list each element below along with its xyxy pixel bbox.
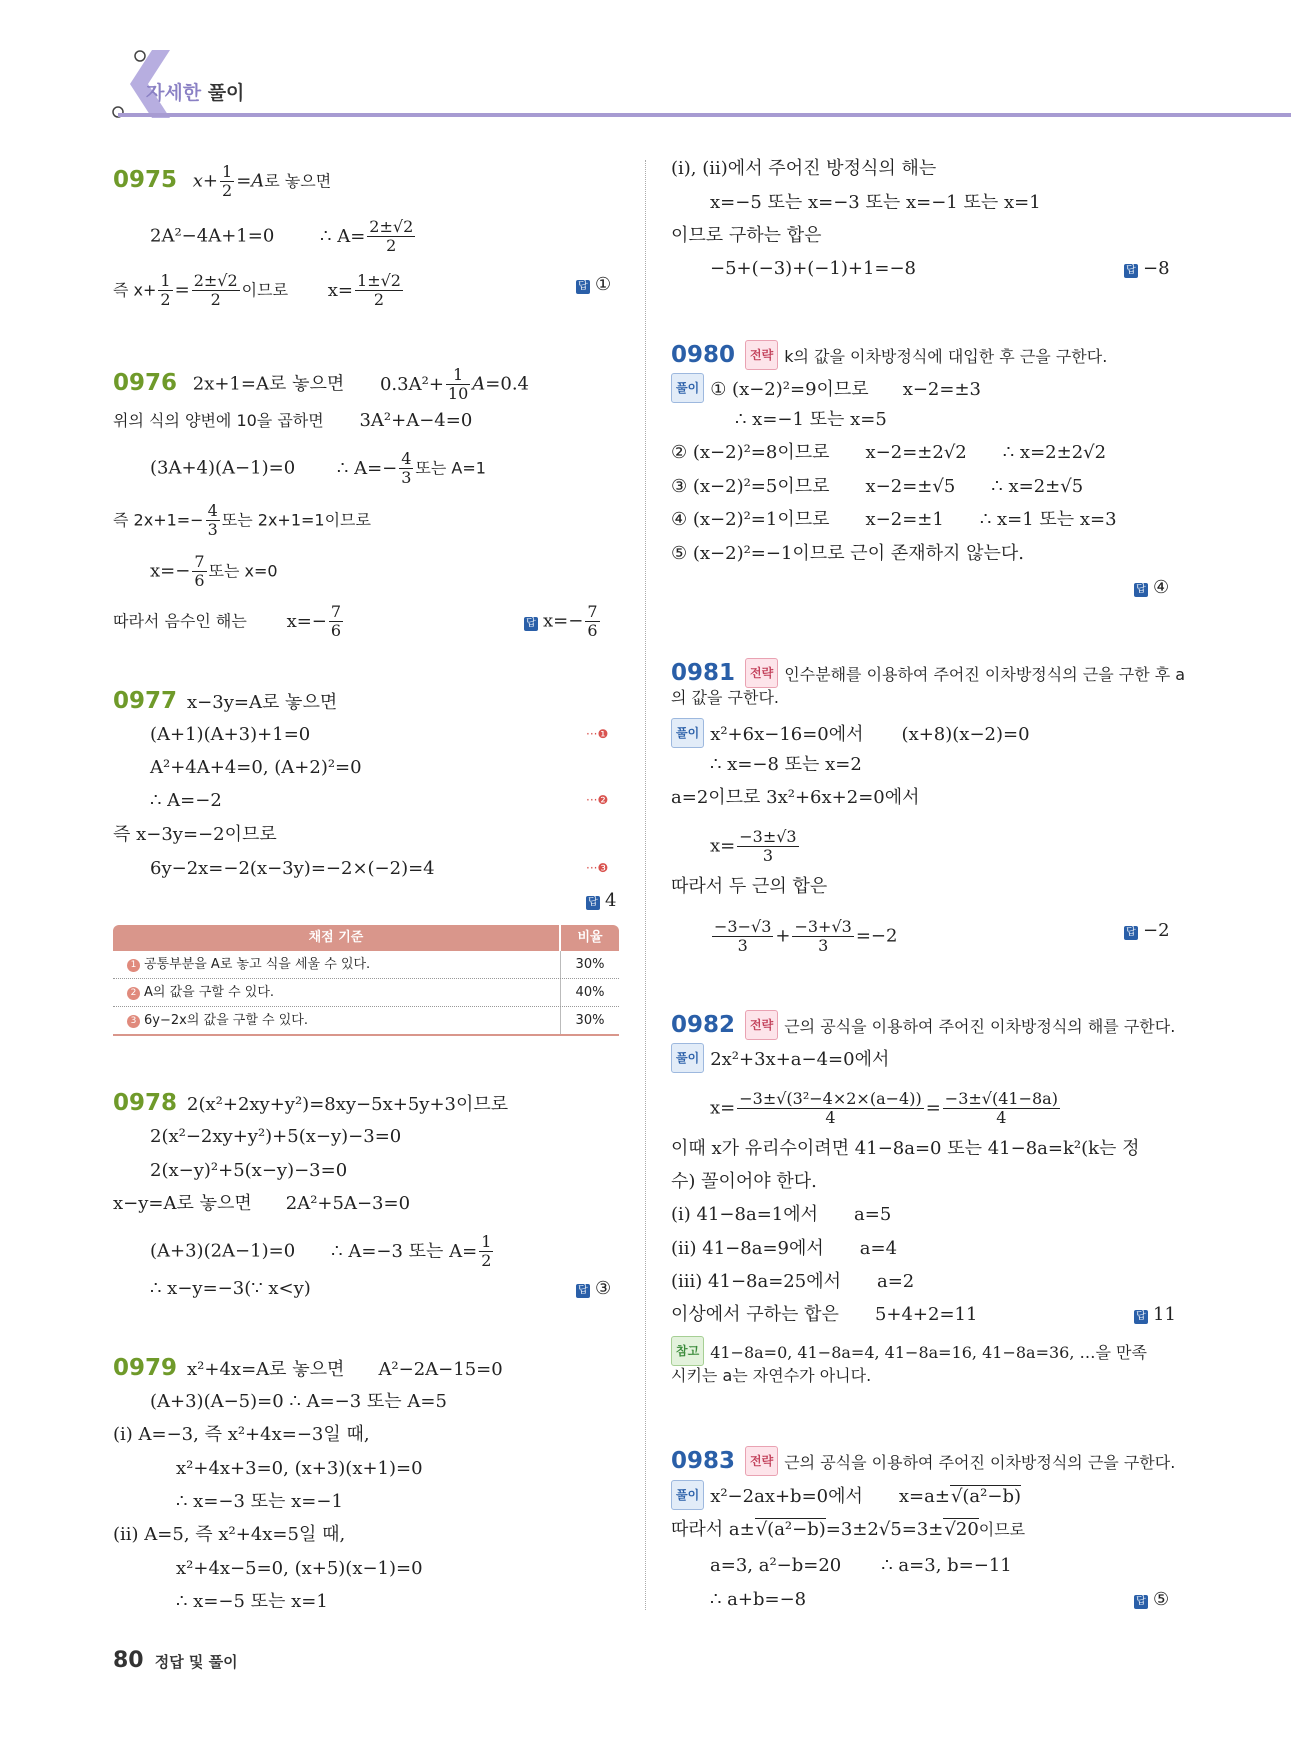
header-title-b: 풀이 [207, 82, 245, 104]
p0976-line2: 위의 식의 양변에 10을 곱하면 3A²+A−4=0 [113, 410, 473, 431]
column-divider [645, 160, 646, 1610]
p0978-line3: 2(x−y)²+5(x−y)−3=0 [150, 1160, 348, 1181]
p0982-line0: 0982 전략 근의 공식을 이용하여 주어진 이차방정식의 해를 구한다. [671, 1012, 1176, 1038]
p0983-line2: 따라서 a±√(a²−b)=3±2√5=3±√20이므로 [671, 1519, 1026, 1540]
p0975-answer: 답 ① [576, 272, 611, 298]
header-rule [118, 113, 1291, 117]
p0980-line6: ⑤ (x−2)²=−1이므로 근이 존재하지 않는다. [671, 543, 1024, 564]
p0976-line3: (3A+4)(A−1)=0 ∴ A=− $\frac{4}{3}$ 또는 A=1 [150, 449, 486, 487]
step-marker-1: ···❶ [586, 727, 609, 741]
p0978-line6: ∴ x−y=−3(∵ x<y) [150, 1278, 311, 1299]
header-title-a: 자세한 [146, 82, 202, 104]
c0979-line2: x=−5 또는 x=−3 또는 x=−1 또는 x=1 [710, 192, 1041, 213]
p0978-line2: 2(x²−2xy+y²)+5(x−y)−3=0 [150, 1126, 402, 1147]
p0978-line4: x−y=A로 놓으면 2A²+5A−3=0 [113, 1193, 411, 1214]
p0979-line7: x²+4x−5=0, (x+5)(x−1)=0 [176, 1558, 423, 1579]
table-header: 채점 기준 비율 [113, 925, 619, 951]
p0977-line3: A²+4A+4=0, (A+2)²=0 [150, 757, 362, 778]
p0981-line4: x= $\frac{-3\pm√3}{3}$ [710, 827, 797, 865]
p0982-line1: 풀이 2x²+3x+a−4=0에서 [671, 1043, 889, 1073]
p0977-line5: 즉 x−3y=−2이므로 [113, 824, 277, 845]
p0983-line0: 0983 전략 근의 공식을 이용하여 주어진 이차방정식의 근을 구한다. [671, 1448, 1176, 1474]
problem-number: 0975 [113, 166, 178, 193]
page-number: 80 [113, 1648, 144, 1673]
p0976-line4: 즉 2x+1=− $\frac{4}{3}$ 또는 2x+1=1이므로 [113, 501, 371, 539]
p0980-line1: 풀이 ① (x−2)²=9이므로 x−2=±3 [671, 373, 981, 403]
p0981-answer: 답 −2 [1124, 918, 1170, 944]
p0982-note1: 참고 41−8a=0, 41−8a=4, 41−8a=16, 41−8a=36, …을 만족 [671, 1336, 1147, 1366]
p0980-line4: ③ (x−2)²=5이므로 x−2=±√5 ∴ x=2±√5 [671, 476, 1084, 497]
p0982-line8: 이상에서 구하는 합은 5+4+2=11 [671, 1304, 978, 1325]
p0976-line6: 따라서 음수인 해는 x=− $\frac{7}{6}$ [113, 602, 342, 640]
p0983-line4: ∴ a+b=−8 [710, 1589, 807, 1610]
p0975-line2: 2A²−4A+1=0 ∴ A= $\frac{2\pm√2}{2}$ [150, 217, 414, 255]
p0977-answer: 답 4 [586, 888, 616, 914]
p0980-line2: ∴ x=−1 또는 x=5 [735, 409, 887, 430]
p0980-line3: ② (x−2)²=8이므로 x−2=±2√2 ∴ x=2±2√2 [671, 442, 1107, 463]
p0981-line2: ∴ x=−8 또는 x=2 [710, 754, 862, 775]
table-row: 3 6y−2x의 값을 구할 수 있다. 30% [113, 1007, 619, 1036]
header-title [146, 78, 244, 105]
reference-tag: 참고 [671, 1336, 704, 1366]
p0978-answer: 답 ③ [576, 1276, 611, 1302]
p0977-line6: 6y−2x=−2(x−3y)=−2×(−2)=4 [150, 858, 435, 879]
step-marker-3: ···❸ [586, 861, 609, 875]
p0982-note2: 시키는 a는 자연수가 아니다. [671, 1366, 872, 1385]
p0982-line7: (iii) 41−8a=25에서 a=2 [671, 1271, 915, 1292]
p0982-answer: 답 11 [1134, 1302, 1176, 1328]
scoring-table [113, 925, 619, 1036]
p0981-line0b: 의 값을 구한다. [671, 688, 779, 707]
c0979-line3: 이므로 구하는 합은 [671, 225, 822, 246]
c0979-line1: (i), (ii)에서 주어진 방정식의 해는 [671, 158, 937, 179]
p0977-line1: 0977 x−3y=A로 놓으면 [113, 688, 338, 714]
p0982-line4: 수) 꼴이어야 한다. [671, 1171, 817, 1192]
answer-icon: 답 [576, 280, 590, 294]
p0979-line5: ∴ x=−3 또는 x=−1 [176, 1491, 343, 1512]
p0981-line6: $\frac{-3-√3}{3}$ + $\frac{-3+√3}{3}$ =−2 [714, 917, 898, 955]
p0978-line5: (A+3)(2A−1)=0 ∴ A=−3 또는 A= $\frac{1}{2}$ [150, 1232, 492, 1270]
p0978-line1: 0978 2(x²+2xy+y²)=8xy−5x+5y+3이므로 [113, 1090, 509, 1116]
p0980-line0: 0980 전략 k의 값을 이차방정식에 대입한 후 근을 구한다. [671, 342, 1108, 368]
p0982-line2: x= $\frac{\text{−3±√(3²−4×2×(a−4))}}{4}$ = $\frac{-3\pm√(41-8a)}{4}$ [710, 1089, 1058, 1127]
p0982-line3: 이때 x가 유리수이려면 41−8a=0 또는 41−8a=k²(k는 정 [671, 1138, 1140, 1159]
p0975-line3: 즉 x+ $\frac{1}{2}$ = $\frac{2\pm√2}{2}$ 이므로 x= $\frac{1\pm√2}{2}$ [113, 271, 401, 309]
p0979-line6: (ii) A=5, 즉 x²+4x=5일 때, [113, 1524, 346, 1545]
p0979-line4: x²+4x+3=0, (x+3)(x+1)=0 [176, 1458, 423, 1479]
p0982-line5: (i) 41−8a=1에서 a=5 [671, 1204, 892, 1225]
p0976-answer: 답 x=− $\frac{7}{6}$ [524, 603, 602, 640]
table-row: 2 A의 값을 구할 수 있다. 40% [113, 979, 619, 1007]
p0982-line6: (ii) 41−8a=9에서 a=4 [671, 1238, 898, 1259]
p0980-line5: ④ (x−2)²=1이므로 x−2=±1 ∴ x=1 또는 x=3 [671, 509, 1117, 530]
p0979-line1: 0979 x²+4x=A로 놓으면 A²−2A−15=0 [113, 1355, 503, 1381]
p0981-line0: 0981 전략 인수분해를 이용하여 주어진 이차방정식의 근을 구한 후 a [671, 660, 1186, 686]
p0981-line3: a=2이므로 3x²+6x+2=0에서 [671, 787, 920, 808]
p0979-line3: (i) A=−3, 즉 x²+4x=−3일 때, [113, 1424, 370, 1445]
p0976-line1: 0976 2x+1=A로 놓으면 0.3A²+ $\frac{1}{10}$ A=0.4 [113, 365, 529, 403]
p0980-answer: 답 ④ [1134, 575, 1169, 601]
p0981-line5: 따라서 두 근의 합은 [671, 876, 828, 897]
table-row: 1 공통부분을 A로 놓고 식을 세울 수 있다. 30% [113, 951, 619, 979]
p0977-line4: ∴ A=−2 [150, 790, 222, 811]
step-marker-2: ···❷ [586, 793, 609, 807]
footer [113, 1648, 238, 1673]
p0975-line1: 0975 x+ $\frac{1}{2}$ =A로 놓으면 [113, 162, 332, 200]
solution-tag: 풀이 [671, 373, 704, 403]
p0983-answer: 답 ⑤ [1134, 1587, 1169, 1613]
p0981-line1: 풀이 x²+6x−16=0에서 (x+8)(x−2)=0 [671, 718, 1030, 748]
p0979-line8: ∴ x=−5 또는 x=1 [176, 1591, 328, 1612]
strategy-tag: 전략 [745, 340, 778, 370]
c0979-line4: −5+(−3)+(−1)+1=−8 [710, 258, 917, 279]
p0976-line5: x=− $\frac{7}{6}$ 또는 x=0 [150, 552, 278, 590]
p0983-line1: 풀이 x²−2ax+b=0에서 x=a±√(a²−b) [671, 1480, 1021, 1510]
p0977-line2: (A+1)(A+3)+1=0 [150, 724, 311, 745]
p0983-line3: a=3, a²−b=20 ∴ a=3, b=−11 [710, 1555, 1012, 1576]
c0979-answer: 답 −8 [1124, 256, 1170, 282]
p0979-line2: (A+3)(A−5)=0 ∴ A=−3 또는 A=5 [150, 1391, 447, 1412]
footer-label: 정답 및 풀이 [154, 1653, 238, 1671]
